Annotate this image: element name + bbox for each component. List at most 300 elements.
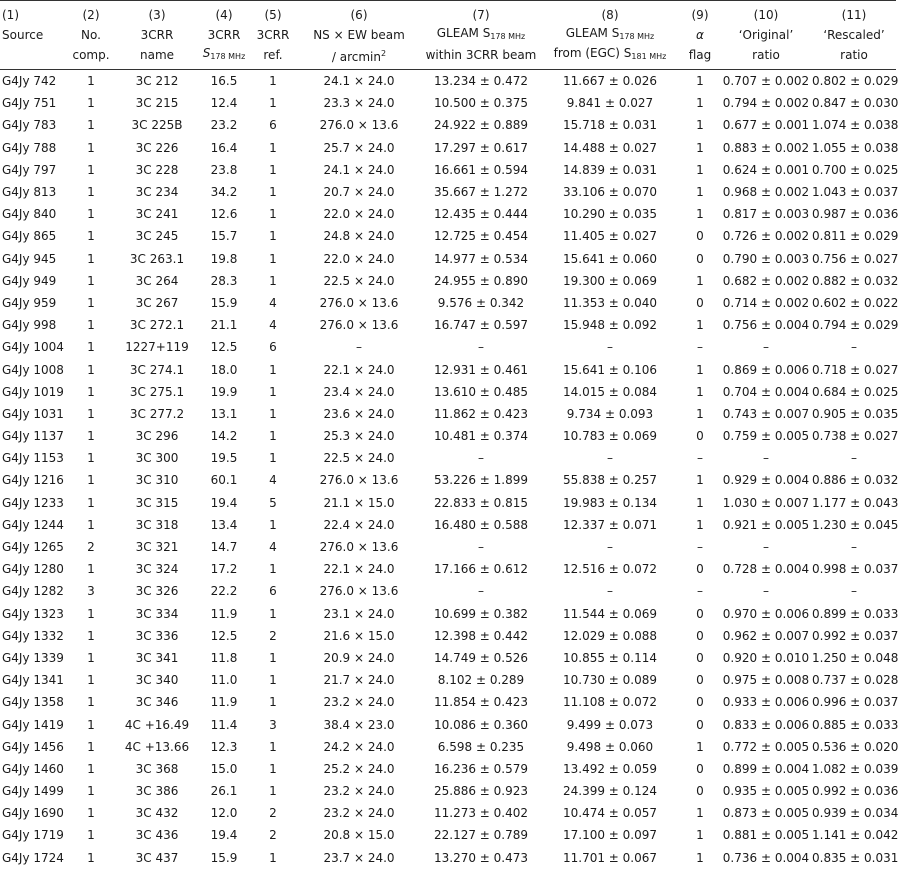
cell-alpha-flag: 0 — [696, 251, 704, 266]
cell-ratio-original: 0.920 ± 0.010 — [722, 650, 810, 665]
subscript-178: 178 MHz — [490, 32, 526, 41]
table-row — [0, 114, 896, 136]
cell-gleam-within: 6.598 ± 0.235 — [437, 739, 525, 754]
cell-ratio-original: 0.682 ± 0.002 — [722, 273, 810, 288]
cell-components: 1 — [87, 650, 95, 665]
cell-source: G4Jy 1724 — [2, 850, 64, 865]
cell-ref: 4 — [269, 318, 277, 333]
header-rescaled: ‘Rescaled’ — [823, 28, 885, 42]
cell-beam: 23.4 × 24.0 — [323, 384, 395, 399]
cell-flux: 11.9 — [210, 606, 238, 621]
cell-source: G4Jy 1137 — [2, 429, 64, 444]
cell-source: G4Jy 1358 — [2, 695, 64, 710]
cell-components: 1 — [87, 739, 95, 754]
cell-ratio-original: 0.772 ± 0.005 — [722, 739, 810, 754]
cell-flux: 15.9 — [210, 850, 238, 865]
cell-components: 1 — [87, 806, 95, 821]
cell-flux: 26.1 — [210, 784, 238, 799]
cell-source: G4Jy 1719 — [2, 828, 64, 843]
cell-beam: 276.0 × 13.6 — [319, 473, 399, 488]
cell-gleam-egc: 11.353 ± 0.040 — [562, 295, 658, 310]
cell-name: 3C 245 — [135, 229, 179, 244]
cell-beam: 23.6 × 24.0 — [323, 406, 395, 421]
cell-flux: 13.4 — [210, 517, 238, 532]
cell-source: G4Jy 1280 — [2, 562, 64, 577]
cell-ratio-rescaled: 0.899 ± 0.033 — [812, 606, 898, 621]
cell-flux: 19.5 — [210, 451, 238, 466]
cell-ratio-rescaled: – — [851, 584, 857, 599]
cell-alpha-flag: 1 — [696, 162, 704, 177]
cell-source: G4Jy 1216 — [2, 473, 64, 488]
cell-ref: 1 — [269, 429, 277, 444]
cell-gleam-egc: 10.730 ± 0.089 — [562, 673, 658, 688]
table-row — [0, 625, 896, 647]
cell-alpha-flag: 0 — [696, 761, 704, 776]
cell-components: 1 — [87, 473, 95, 488]
cell-gleam-within: 12.725 ± 0.454 — [433, 229, 529, 244]
cell-ratio-original: 0.921 ± 0.005 — [722, 517, 810, 532]
cell-flux: 11.8 — [210, 650, 238, 665]
cell-ref: 2 — [269, 828, 277, 843]
cell-gleam-within: 16.661 ± 0.594 — [433, 162, 529, 177]
header-3crr-ref-top: 3CRR — [256, 28, 290, 42]
col-num-9: (9) — [680, 1, 720, 26]
cell-ratio-rescaled: 0.684 ± 0.025 — [812, 384, 898, 399]
table-row — [0, 159, 896, 181]
table-header — [0, 1, 896, 70]
cell-beam: 22.1 × 24.0 — [323, 362, 395, 377]
cell-flux: 21.1 — [210, 318, 238, 333]
cell-ratio-original: 0.869 ± 0.006 — [722, 362, 810, 377]
cell-beam: 25.7 × 24.0 — [323, 140, 395, 155]
cell-gleam-egc: 9.734 ± 0.093 — [566, 406, 654, 421]
cell-gleam-within: 35.667 ± 1.272 — [433, 185, 529, 200]
cell-ref: 1 — [269, 96, 277, 111]
cell-gleam-egc: 10.474 ± 0.057 — [562, 806, 658, 821]
cell-gleam-egc: 9.841 ± 0.027 — [566, 96, 654, 111]
cell-ratio-original: 0.624 ± 0.001 — [722, 162, 810, 177]
col-num-8: (8) — [540, 1, 680, 26]
cell-flux: 23.8 — [210, 162, 238, 177]
cell-gleam-egc: 10.855 ± 0.114 — [562, 650, 658, 665]
cell-gleam-within: 10.481 ± 0.374 — [433, 429, 529, 444]
cell-components: 1 — [87, 761, 95, 776]
table-row — [0, 691, 896, 713]
cell-gleam-egc: 14.839 ± 0.031 — [562, 162, 658, 177]
cell-components: 1 — [87, 695, 95, 710]
cell-components: 1 — [87, 74, 95, 89]
header-source: Source — [2, 28, 44, 42]
cell-components: 1 — [87, 318, 95, 333]
col-num-2: (2) — [66, 1, 116, 26]
cell-alpha-flag: 1 — [696, 118, 704, 133]
header-ref: ref. — [250, 45, 296, 70]
cell-ref: 1 — [269, 451, 277, 466]
cell-flux: 12.0 — [210, 806, 238, 821]
table-row — [0, 536, 896, 558]
cell-flux: 14.7 — [210, 540, 238, 555]
cell-ratio-original: 0.968 ± 0.002 — [722, 185, 810, 200]
cell-beam: 24.8 × 24.0 — [323, 229, 395, 244]
cell-source: G4Jy 1339 — [2, 650, 64, 665]
cell-beam: 276.0 × 13.6 — [319, 540, 399, 555]
header-gleam-egc: GLEAM $S_{178 MHz}$ — [565, 26, 655, 41]
cell-gleam-within: 12.435 ± 0.444 — [433, 207, 529, 222]
cell-flux: 12.6 — [210, 207, 238, 222]
cell-name: 3C 368 — [135, 761, 179, 776]
cell-beam: – — [356, 340, 362, 355]
table-row — [0, 92, 896, 114]
cell-gleam-within: 22.833 ± 0.815 — [433, 495, 529, 510]
cell-ratio-rescaled: 0.802 ± 0.029 — [812, 74, 898, 89]
cell-name: 3C 275.1 — [129, 384, 185, 399]
cell-ratio-original: 0.790 ± 0.003 — [722, 251, 810, 266]
cell-gleam-within: 25.886 ± 0.923 — [433, 784, 529, 799]
table-row — [0, 758, 896, 780]
header-no: No. — [81, 28, 101, 42]
cell-ratio-rescaled: 1.141 ± 0.042 — [812, 828, 898, 843]
cell-ratio-original: 0.736 ± 0.004 — [722, 850, 810, 865]
cell-source: G4Jy 865 — [2, 229, 57, 244]
cell-source: G4Jy 1419 — [2, 717, 64, 732]
cell-gleam-within: 8.102 ± 0.289 — [437, 673, 525, 688]
cell-beam: 22.5 × 24.0 — [323, 451, 395, 466]
cell-name: 3C 326 — [135, 584, 179, 599]
cell-ref: 1 — [269, 229, 277, 244]
table-row — [0, 492, 896, 514]
table-row — [0, 358, 896, 380]
cell-gleam-egc: 15.948 ± 0.092 — [562, 318, 658, 333]
cell-name: 3C 334 — [135, 606, 179, 621]
cell-source: G4Jy 1341 — [2, 673, 64, 688]
cell-ratio-rescaled: 0.811 ± 0.029 — [812, 229, 898, 244]
cell-ratio-original: 0.975 ± 0.008 — [722, 673, 810, 688]
cell-ratio-original: – — [763, 584, 769, 599]
table-row — [0, 225, 896, 247]
cell-components: 1 — [87, 495, 95, 510]
cell-ratio-original: 0.817 ± 0.003 — [722, 207, 810, 222]
cell-gleam-egc: 12.029 ± 0.088 — [562, 628, 658, 643]
header-3crr-flux-top: 3CRR — [207, 28, 241, 42]
cell-components: 1 — [87, 295, 95, 310]
cell-beam: 22.0 × 24.0 — [323, 251, 395, 266]
cell-flux: 11.4 — [210, 717, 238, 732]
cell-ratio-original: 0.935 ± 0.005 — [722, 784, 810, 799]
cell-gleam-egc: 11.667 ± 0.026 — [562, 74, 658, 89]
cell-flux: 16.5 — [210, 74, 238, 89]
header-ratio-resc: ratio — [812, 45, 896, 70]
cell-ref: 6 — [269, 118, 277, 133]
cell-alpha-flag: – — [697, 451, 703, 466]
cell-ref: 1 — [269, 562, 277, 577]
cell-gleam-egc: 10.290 ± 0.035 — [562, 207, 658, 222]
cell-gleam-egc: 12.516 ± 0.072 — [562, 562, 658, 577]
cell-ref: 4 — [269, 473, 277, 488]
cell-flux: 22.2 — [210, 584, 238, 599]
cell-alpha-flag: 1 — [696, 207, 704, 222]
cell-name: 3C 215 — [135, 96, 179, 111]
table-row — [0, 425, 896, 447]
cell-source: G4Jy 1008 — [2, 362, 64, 377]
cell-beam: 20.9 × 24.0 — [323, 650, 395, 665]
cell-beam: 22.0 × 24.0 — [323, 207, 395, 222]
cell-flux: 12.4 — [210, 96, 238, 111]
cell-flux: 28.3 — [210, 273, 238, 288]
cell-ratio-original: 0.794 ± 0.002 — [722, 96, 810, 111]
cell-gleam-egc: 15.641 ± 0.106 — [562, 362, 658, 377]
cell-name: 3C 296 — [135, 429, 179, 444]
cell-beam: 24.1 × 24.0 — [323, 74, 395, 89]
cell-name: 3C 436 — [135, 828, 179, 843]
header-source-sub — [0, 45, 66, 70]
cell-gleam-egc: 15.718 ± 0.031 — [562, 118, 658, 133]
cell-alpha-flag: 0 — [696, 429, 704, 444]
cell-gleam-egc: 24.399 ± 0.124 — [562, 784, 658, 799]
cell-ratio-original: 0.714 ± 0.002 — [722, 295, 810, 310]
cell-source: G4Jy 1019 — [2, 384, 64, 399]
table-row — [0, 137, 896, 159]
cell-source: G4Jy 742 — [2, 74, 57, 89]
cell-ref: 1 — [269, 761, 277, 776]
table-row — [0, 736, 896, 758]
cell-beam: 23.2 × 24.0 — [323, 806, 395, 821]
cell-flux: 15.7 — [210, 229, 238, 244]
cell-ref: 1 — [269, 739, 277, 754]
cell-beam: 21.6 × 15.0 — [323, 628, 395, 643]
cell-name: 3C 277.2 — [129, 406, 185, 421]
cell-flux: 12.5 — [210, 340, 238, 355]
cell-gleam-egc: 11.108 ± 0.072 — [562, 695, 658, 710]
cell-ratio-original: 0.759 ± 0.005 — [722, 429, 810, 444]
cell-gleam-egc: 9.498 ± 0.060 — [566, 739, 654, 754]
cell-alpha-flag: 0 — [696, 606, 704, 621]
cell-ratio-original: 0.833 ± 0.006 — [722, 717, 810, 732]
cell-ratio-rescaled: 0.847 ± 0.030 — [812, 96, 898, 111]
cell-ratio-rescaled: 1.055 ± 0.038 — [812, 140, 898, 155]
cell-gleam-egc: – — [607, 451, 613, 466]
cell-alpha-flag: 1 — [696, 406, 704, 421]
cell-gleam-egc: 14.488 ± 0.027 — [562, 140, 658, 155]
cell-flux: 60.1 — [210, 473, 238, 488]
table-row — [0, 336, 896, 358]
cell-source: G4Jy 751 — [2, 96, 57, 111]
cell-alpha-flag: 0 — [696, 784, 704, 799]
header-gleam-within: GLEAM $S_{178 MHz}$ — [436, 26, 526, 41]
cell-gleam-within: 16.480 ± 0.588 — [433, 517, 529, 532]
cell-beam: 25.2 × 24.0 — [323, 761, 395, 776]
cell-gleam-within: 24.955 ± 0.890 — [433, 273, 529, 288]
cell-gleam-within: 22.127 ± 0.789 — [433, 828, 529, 843]
cell-gleam-egc: 19.300 ± 0.069 — [562, 273, 658, 288]
cell-components: 1 — [87, 517, 95, 532]
cell-flux: 19.4 — [210, 828, 238, 843]
col-num-4: (4) — [198, 1, 250, 26]
cell-flux: 16.4 — [210, 140, 238, 155]
col-num-5: (5) — [250, 1, 296, 26]
cell-flux: 34.2 — [210, 185, 238, 200]
cell-ref: 1 — [269, 517, 277, 532]
cell-gleam-egc: 12.337 ± 0.071 — [562, 517, 658, 532]
table-row — [0, 270, 896, 292]
cell-ratio-rescaled: 0.998 ± 0.037 — [812, 562, 898, 577]
header-3crr-name-top: 3CRR — [140, 28, 174, 42]
cell-flux: 14.2 — [210, 429, 238, 444]
cell-gleam-within: 10.500 ± 0.375 — [433, 96, 529, 111]
cell-alpha-flag: 1 — [696, 828, 704, 843]
cell-alpha-flag: – — [697, 584, 703, 599]
cell-ratio-rescaled: 0.885 ± 0.033 — [812, 717, 898, 732]
cell-flux: 17.2 — [210, 562, 238, 577]
cell-gleam-within: – — [478, 540, 484, 555]
cell-ratio-original: – — [763, 540, 769, 555]
cell-gleam-within: 17.166 ± 0.612 — [433, 562, 529, 577]
cell-gleam-egc: 17.100 ± 0.097 — [562, 828, 658, 843]
subscript-178c: 178 MHz — [210, 52, 246, 61]
cell-gleam-within: 12.931 ± 0.461 — [433, 362, 529, 377]
cell-ref: 3 — [269, 717, 277, 732]
cell-ratio-original: 0.677 ± 0.001 — [722, 118, 810, 133]
cell-source: G4Jy 813 — [2, 185, 57, 200]
col-num-10: (10) — [720, 1, 812, 26]
cell-ratio-rescaled: 0.992 ± 0.036 — [812, 784, 898, 799]
cell-ref: 1 — [269, 207, 277, 222]
cell-ratio-rescaled: 1.043 ± 0.037 — [812, 185, 898, 200]
cell-ref: 5 — [269, 495, 277, 510]
table-row — [0, 447, 896, 469]
cell-gleam-egc: – — [607, 540, 613, 555]
cell-gleam-within: 13.270 ± 0.473 — [433, 850, 529, 865]
cell-ratio-original: 0.873 ± 0.005 — [722, 806, 810, 821]
cell-alpha-flag: 0 — [696, 229, 704, 244]
cell-ratio-original: 0.929 ± 0.004 — [722, 473, 810, 488]
header-comp: comp. — [66, 45, 116, 70]
cell-ratio-original: 0.933 ± 0.006 — [722, 695, 810, 710]
cell-ratio-original: 0.726 ± 0.002 — [722, 229, 810, 244]
cell-components: 1 — [87, 185, 95, 200]
cell-name: 3C 432 — [135, 806, 179, 821]
cell-alpha-flag: 0 — [696, 650, 704, 665]
cell-components: 1 — [87, 162, 95, 177]
cell-alpha-flag: 0 — [696, 295, 704, 310]
cell-name: 4C +16.49 — [124, 717, 190, 732]
cell-beam: 276.0 × 13.6 — [319, 318, 399, 333]
cell-flux: 18.0 — [210, 362, 238, 377]
cell-ratio-original: 0.728 ± 0.004 — [722, 562, 810, 577]
cell-alpha-flag: 1 — [696, 739, 704, 754]
table-row — [0, 647, 896, 669]
cell-name: 1227+119 — [125, 340, 189, 355]
cell-components: 1 — [87, 606, 95, 621]
table-body — [0, 70, 896, 869]
cell-gleam-within: 24.922 ± 0.889 — [433, 118, 529, 133]
cell-components: 1 — [87, 96, 95, 111]
cell-ratio-original: 1.030 ± 0.007 — [722, 495, 810, 510]
cell-source: G4Jy 797 — [2, 162, 57, 177]
cell-components: 1 — [87, 362, 95, 377]
cell-alpha-flag: 1 — [696, 495, 704, 510]
cell-gleam-egc: – — [607, 340, 613, 355]
cell-ref: 1 — [269, 273, 277, 288]
cell-components: 1 — [87, 118, 95, 133]
cell-name: 3C 267 — [135, 295, 179, 310]
cell-gleam-within: – — [478, 584, 484, 599]
cell-alpha-flag: 1 — [696, 473, 704, 488]
cell-components: 1 — [87, 562, 95, 577]
table-row — [0, 292, 896, 314]
col-num-7: (7) — [422, 1, 540, 26]
cell-beam: 23.2 × 24.0 — [323, 784, 395, 799]
cell-beam: 276.0 × 13.6 — [319, 118, 399, 133]
cell-gleam-egc: 10.783 ± 0.069 — [562, 429, 658, 444]
cell-gleam-egc: 11.405 ± 0.027 — [562, 229, 658, 244]
cell-ratio-rescaled: 0.905 ± 0.035 — [812, 406, 898, 421]
cell-source: G4Jy 1031 — [2, 406, 64, 421]
cell-gleam-within: 11.854 ± 0.423 — [433, 695, 529, 710]
cell-ratio-rescaled: – — [851, 340, 857, 355]
cell-name: 3C 212 — [135, 74, 179, 89]
cell-flux: 19.4 — [210, 495, 238, 510]
cell-ratio-rescaled: 0.700 ± 0.025 — [812, 162, 898, 177]
col-num-3: (3) — [116, 1, 198, 26]
cell-components: 1 — [87, 850, 95, 865]
cell-alpha-flag: 1 — [696, 384, 704, 399]
cell-components: 1 — [87, 140, 95, 155]
cell-gleam-within: 16.747 ± 0.597 — [433, 318, 529, 333]
cell-source: G4Jy 1265 — [2, 540, 64, 555]
cell-ratio-original: 0.881 ± 0.005 — [722, 828, 810, 843]
cell-alpha-flag: 0 — [696, 628, 704, 643]
cell-ratio-rescaled: 1.082 ± 0.039 — [812, 761, 898, 776]
cell-source: G4Jy 1282 — [2, 584, 64, 599]
cell-gleam-within: 14.749 ± 0.526 — [433, 650, 529, 665]
cell-ratio-rescaled: 0.939 ± 0.034 — [812, 806, 898, 821]
cell-flux: 23.2 — [210, 118, 238, 133]
cell-gleam-egc: 15.641 ± 0.060 — [562, 251, 658, 266]
cell-gleam-within: – — [478, 451, 484, 466]
cell-ratio-rescaled: 1.074 ± 0.038 — [812, 118, 898, 133]
cell-source: G4Jy 1460 — [2, 761, 64, 776]
cell-ratio-rescaled: 0.738 ± 0.027 — [812, 429, 898, 444]
cell-ref: 1 — [269, 850, 277, 865]
cell-ratio-original: 0.883 ± 0.002 — [722, 140, 810, 155]
cell-ref: 1 — [269, 185, 277, 200]
cell-beam: 21.1 × 15.0 — [323, 495, 395, 510]
table-row — [0, 669, 896, 691]
cell-name: 3C 228 — [135, 162, 179, 177]
cell-ref: 1 — [269, 695, 277, 710]
cell-source: G4Jy 1004 — [2, 340, 64, 355]
cell-ratio-rescaled: 0.718 ± 0.027 — [812, 362, 898, 377]
cell-gleam-egc: 33.106 ± 0.070 — [562, 185, 658, 200]
cell-beam: 276.0 × 13.6 — [319, 584, 399, 599]
table-row — [0, 403, 896, 425]
cell-name: 3C 263.1 — [129, 251, 185, 266]
cell-beam: 22.4 × 24.0 — [323, 517, 395, 532]
col-num-6: (6) — [296, 1, 422, 26]
cell-source: G4Jy 1153 — [2, 451, 64, 466]
cell-name: 3C 386 — [135, 784, 179, 799]
cell-name: 3C 310 — [135, 473, 179, 488]
cell-source: G4Jy 1499 — [2, 784, 64, 799]
table-row — [0, 824, 896, 846]
cell-gleam-egc: – — [607, 584, 613, 599]
cell-gleam-within: 9.576 ± 0.342 — [437, 295, 525, 310]
cell-flux: 13.1 — [210, 406, 238, 421]
superscript-2: 2 — [381, 48, 387, 58]
cell-name: 3C 300 — [135, 451, 179, 466]
cell-ratio-original: 0.707 ± 0.002 — [722, 74, 810, 89]
cell-source: G4Jy 1456 — [2, 739, 64, 754]
